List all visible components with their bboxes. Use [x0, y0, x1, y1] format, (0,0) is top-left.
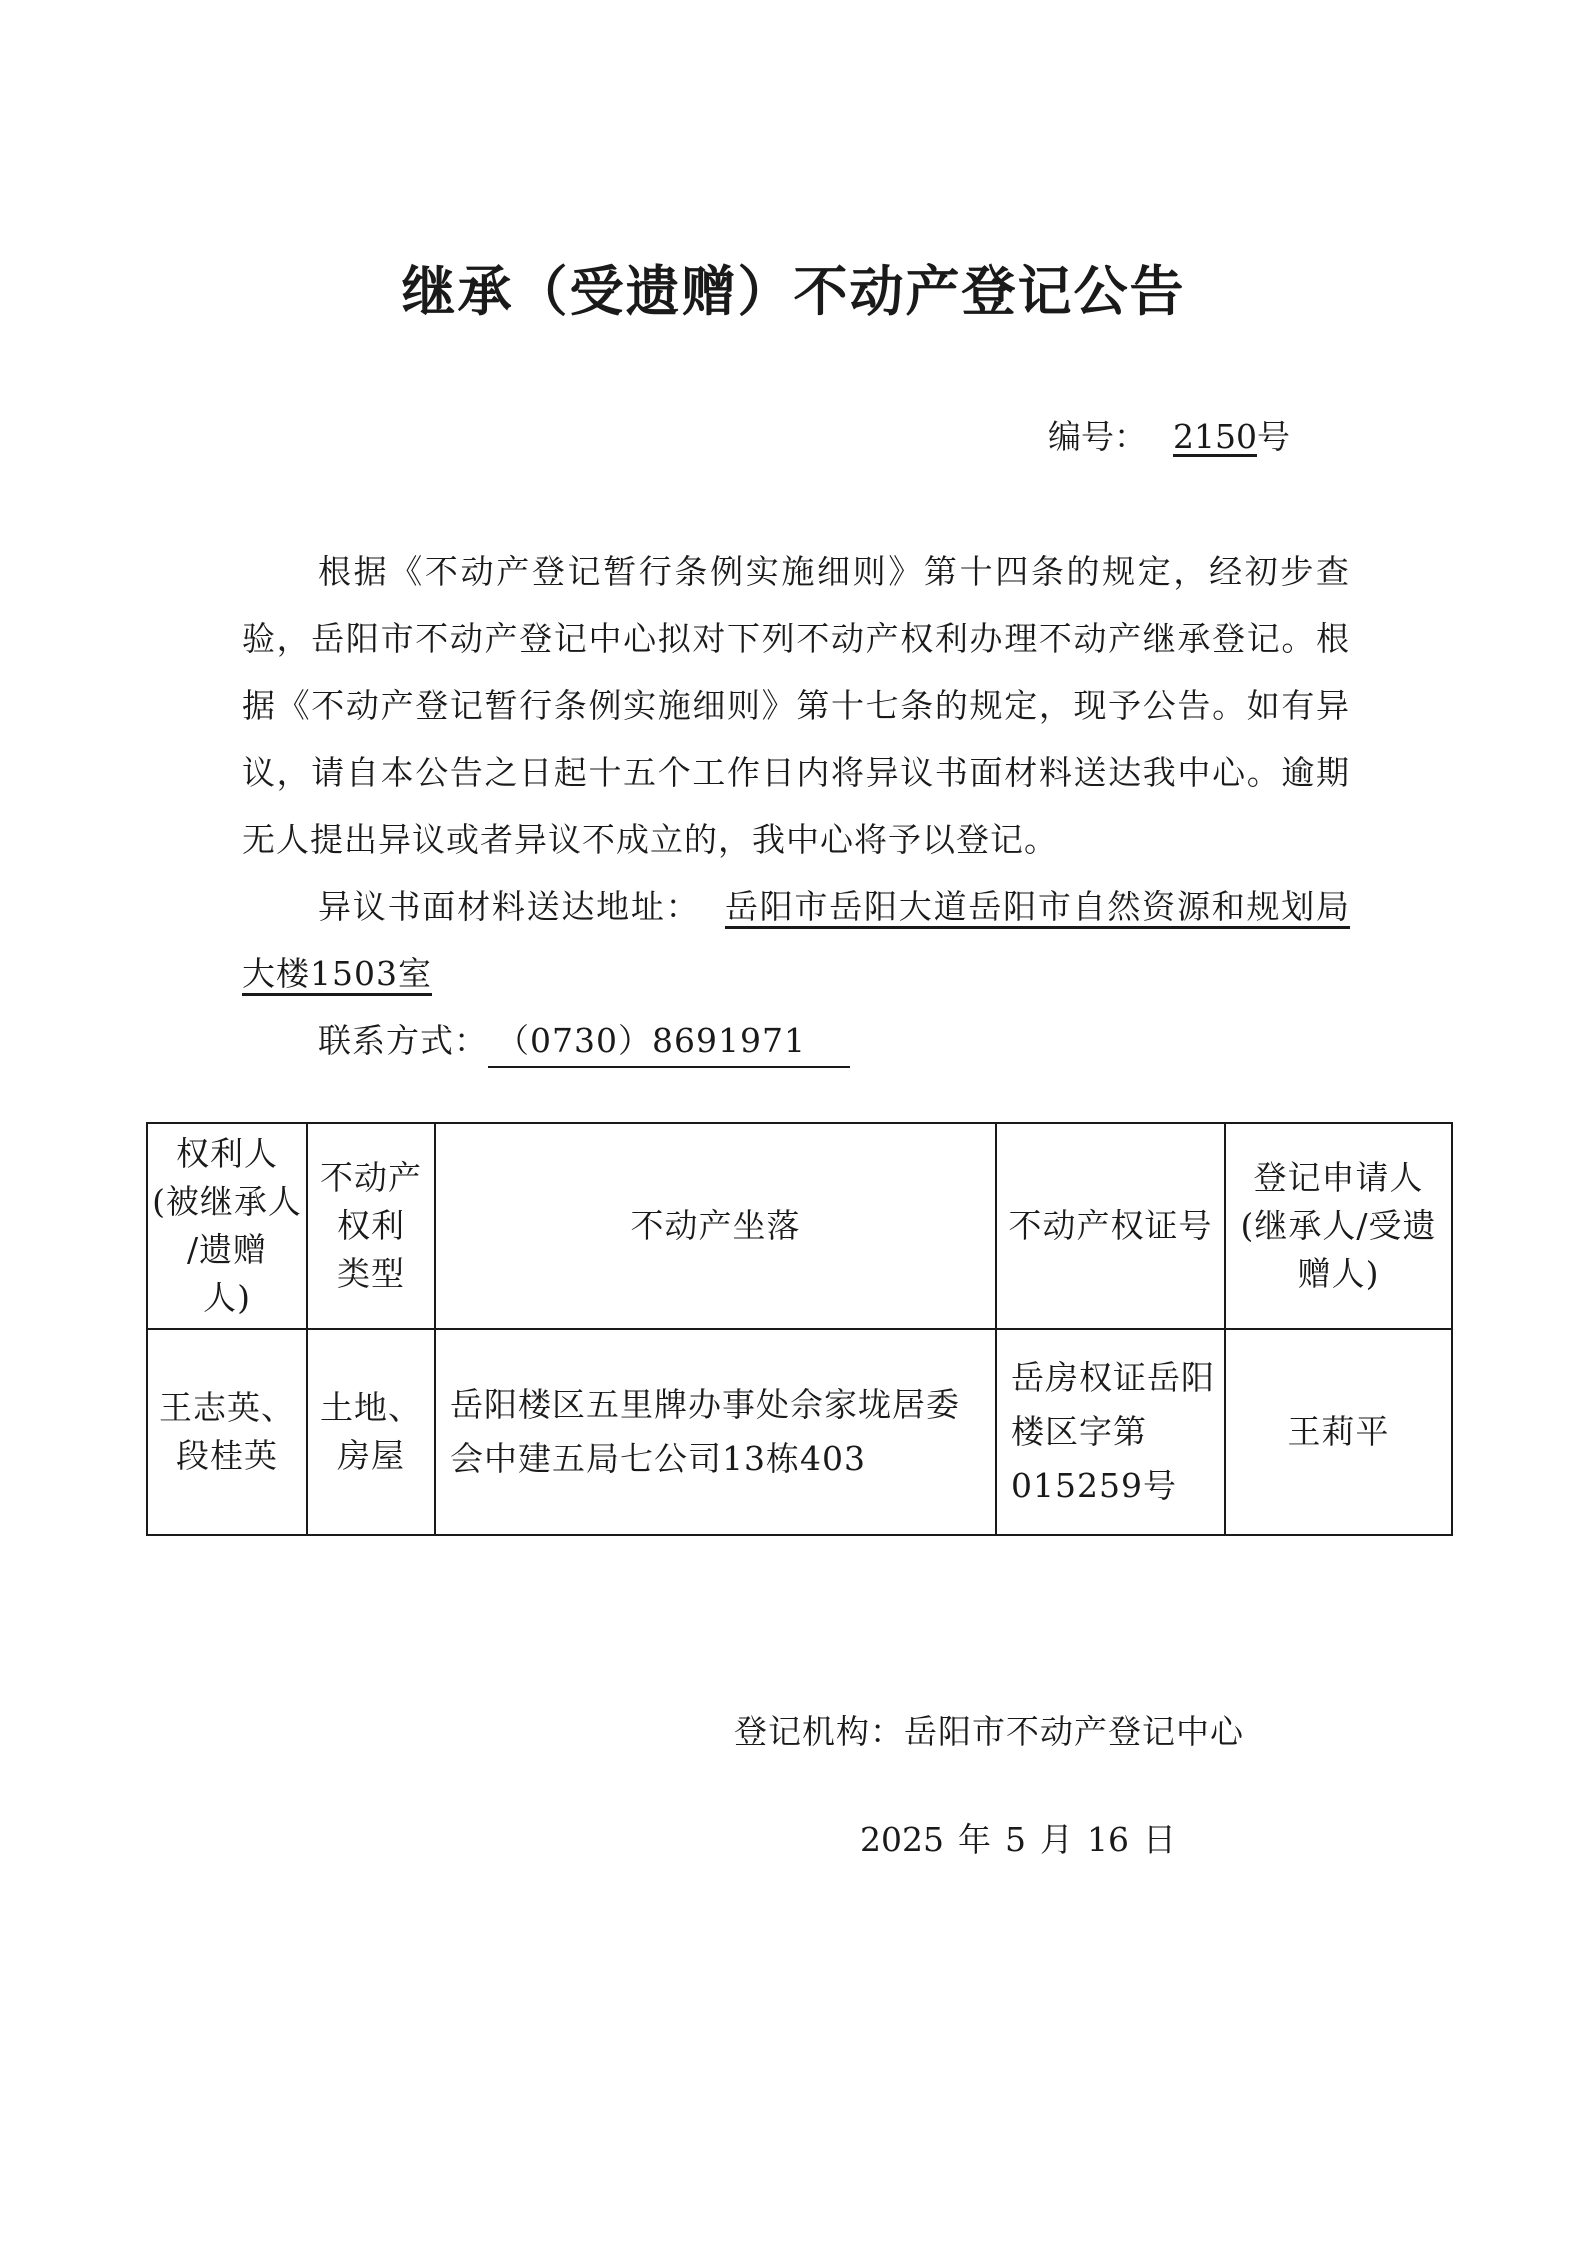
date-month-unit: 月	[1039, 1820, 1073, 1859]
doc-number-label: 编号：	[1048, 417, 1147, 456]
date-day: 16	[1086, 1820, 1129, 1859]
cell-location: 岳阳楼区五里牌办事处佘家垅居委会中建五局七公司13栋403	[435, 1329, 996, 1535]
table-row	[147, 1329, 1452, 1535]
header-holder: 权利人 (被继承人 /遗赠 人)	[147, 1123, 307, 1329]
property-table	[146, 1122, 1453, 1536]
objection-address-label: 异议书面材料送达地址：	[318, 887, 701, 926]
date-year-unit: 年	[957, 1820, 991, 1859]
contact-phone: （0730）8691971	[488, 1016, 850, 1068]
doc-number-value: 2150	[1173, 417, 1257, 456]
notice-date	[860, 1812, 1190, 1868]
doc-number	[1048, 412, 1290, 462]
doc-number-suffix: 号	[1256, 417, 1290, 456]
cell-holder: 王志英、 段桂英	[147, 1329, 307, 1535]
date-year: 2025	[860, 1820, 944, 1859]
contact-label: 联系方式：	[318, 1021, 488, 1060]
objection-address-value: 岳阳市岳阳大道岳阳市自然资源和规划局大楼1503室	[242, 887, 1351, 993]
header-cert-no: 不动产权证号	[996, 1123, 1225, 1329]
date-day-unit: 日	[1142, 1820, 1176, 1859]
notice-title: 继承（受遗赠）不动产登记公告	[401, 260, 1186, 323]
registration-agency	[734, 1704, 1244, 1760]
header-right-type: 不动产 权利 类型	[307, 1123, 435, 1329]
cell-cert-no: 岳房权证岳阳楼区字第015259号	[996, 1329, 1225, 1535]
contact-info	[318, 1007, 850, 1074]
table-header-row	[147, 1123, 1452, 1329]
cell-applicant: 王莉平	[1225, 1329, 1452, 1535]
agency-name: 岳阳市不动产登记中心	[904, 1712, 1244, 1751]
agency-label: 登记机构：	[734, 1712, 904, 1751]
header-location: 不动产坐落	[435, 1123, 996, 1329]
cell-right-type: 土地、 房屋	[307, 1329, 435, 1535]
date-month: 5	[1004, 1820, 1026, 1859]
header-applicant: 登记申请人 (继承人/受遗 赠人)	[1225, 1123, 1452, 1329]
notice-paragraph: 根据《不动产登记暂行条例实施细则》第十四条的规定，经初步查验，岳阳市不动产登记中心拟对下列不动产权利办理不动产继承登记。根据《不动产登记暂行条例实施细则》第十七条的规定，现予公告。如有异议，请自本公告之日起十五个工作日内将异议书面材料送达我中心。逾期无人提出异议或者异议不成立的，我中心将予以登记。	[242, 552, 1350, 859]
objection-address	[242, 873, 1350, 1007]
